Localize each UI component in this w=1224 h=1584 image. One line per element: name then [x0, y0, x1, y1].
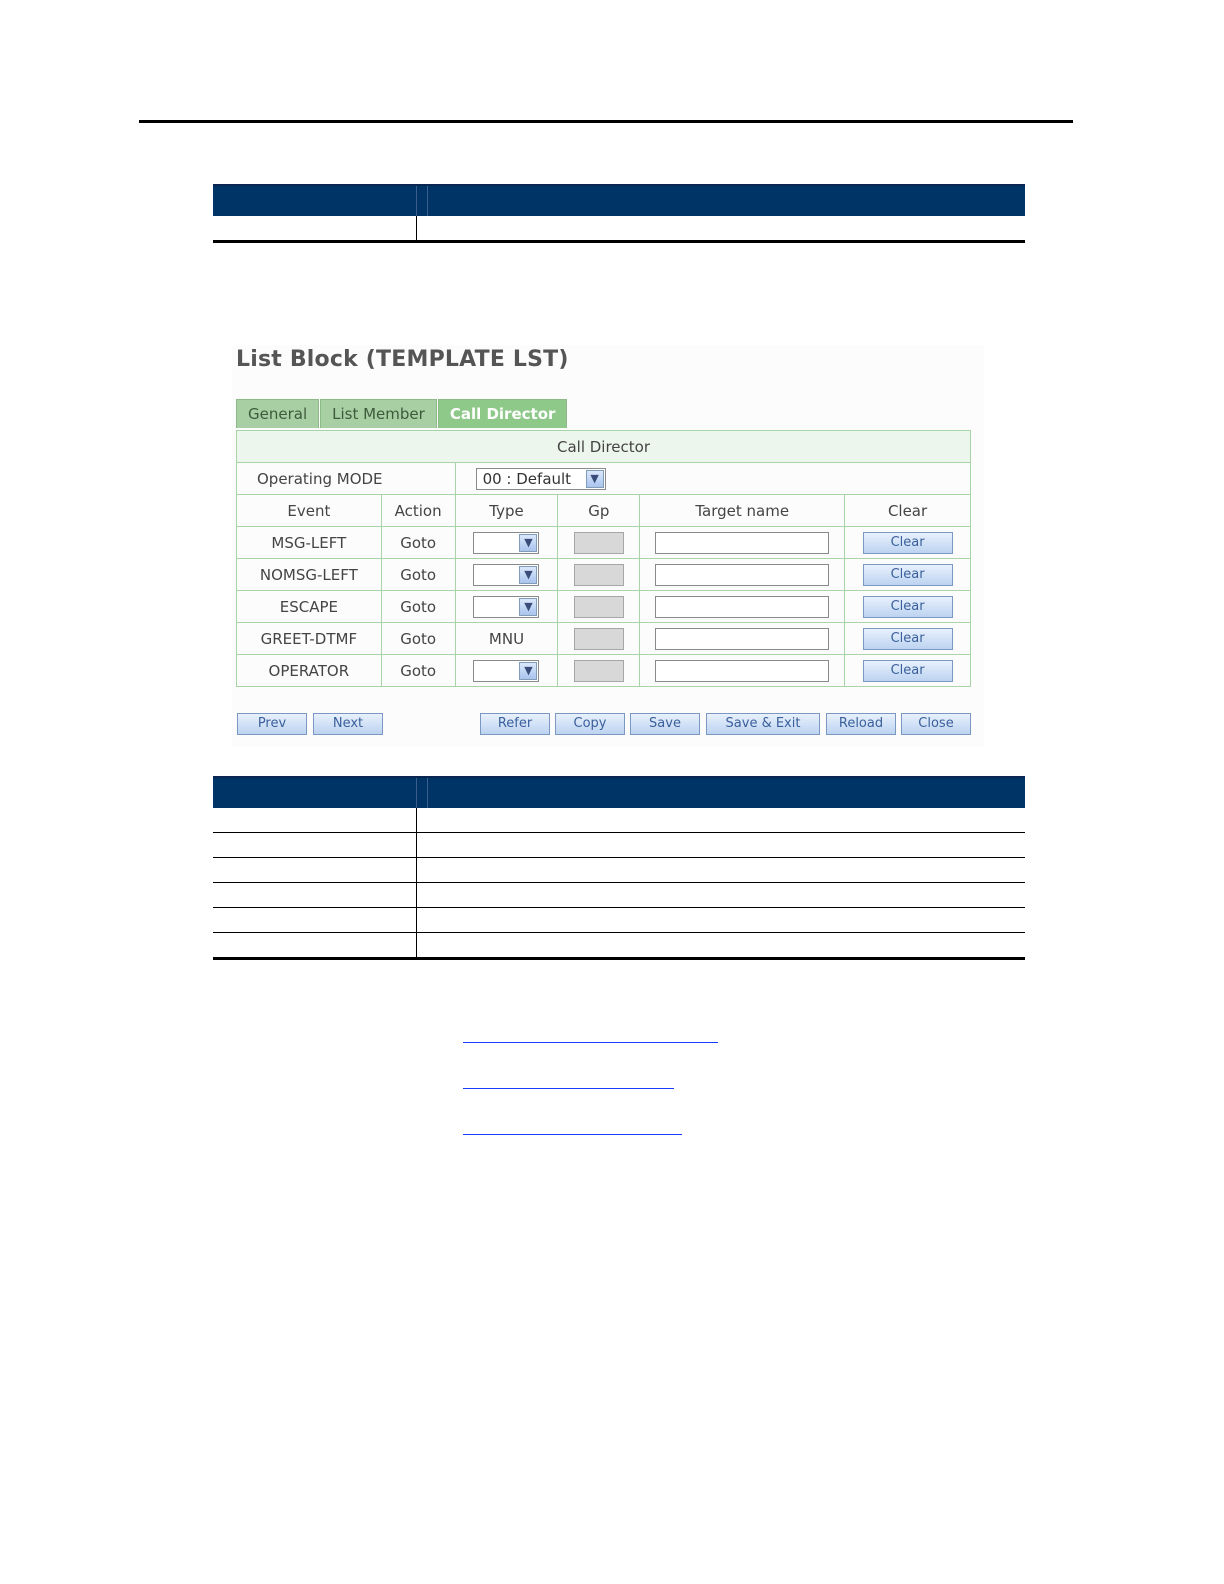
reload-button[interactable]: Reload — [826, 713, 896, 735]
doc-table-bottom — [213, 776, 1025, 960]
type-select[interactable] — [473, 660, 539, 682]
action-cell: Goto — [381, 527, 455, 559]
type-value: MNU — [455, 623, 558, 655]
action-cell: Goto — [381, 623, 455, 655]
chevron-down-icon: ▼ — [519, 662, 537, 680]
action-cell: Goto — [381, 559, 455, 591]
doc-table-row — [213, 933, 1025, 960]
header-clear: Clear — [845, 495, 971, 527]
gp-field — [574, 628, 624, 650]
target-name-input[interactable] — [655, 564, 829, 586]
operating-mode-value: 00 : Default — [482, 469, 572, 488]
clear-button[interactable]: Clear — [863, 564, 953, 586]
target-name-input[interactable] — [655, 532, 829, 554]
tab-bar — [236, 399, 568, 428]
header-action: Action — [381, 495, 455, 527]
gp-field — [574, 660, 624, 682]
call-director-table — [236, 430, 971, 687]
page-header-rule — [139, 120, 1073, 123]
table-row — [237, 655, 971, 687]
chevron-down-icon: ▼ — [519, 598, 537, 616]
event-cell: ESCAPE — [237, 591, 382, 623]
tab-call-director[interactable]: Call Director — [438, 399, 568, 428]
type-select[interactable] — [473, 564, 539, 586]
next-button[interactable]: Next — [313, 713, 383, 735]
doc-table-row — [213, 808, 1025, 833]
doc-table-row — [213, 883, 1025, 908]
doc-table-row — [213, 833, 1025, 858]
save-button[interactable]: Save — [630, 713, 700, 735]
chevron-down-icon: ▼ — [519, 534, 537, 552]
chevron-down-icon: ▼ — [519, 566, 537, 584]
action-cell: Goto — [381, 591, 455, 623]
tab-list-member[interactable]: List Member — [320, 399, 437, 428]
close-button[interactable]: Close — [901, 713, 971, 735]
chevron-down-icon: ▼ — [586, 470, 604, 488]
event-cell: MSG-LEFT — [237, 527, 382, 559]
operating-mode-label: Operating MODE — [237, 463, 456, 495]
clear-button[interactable]: Clear — [863, 628, 953, 650]
table-row — [237, 527, 971, 559]
target-name-input[interactable] — [655, 628, 829, 650]
event-cell: NOMSG-LEFT — [237, 559, 382, 591]
link-underline[interactable] — [463, 1088, 674, 1089]
link-underline[interactable] — [463, 1042, 718, 1043]
operating-mode-select[interactable] — [476, 468, 606, 490]
clear-button[interactable]: Clear — [863, 596, 953, 618]
event-cell: GREET-DTMF — [237, 623, 382, 655]
doc-table-row — [213, 858, 1025, 883]
link-underline[interactable] — [463, 1134, 682, 1135]
header-target-name: Target name — [640, 495, 845, 527]
gp-field — [574, 596, 624, 618]
header-type: Type — [455, 495, 558, 527]
table-row — [237, 559, 971, 591]
action-cell: Goto — [381, 655, 455, 687]
clear-button[interactable]: Clear — [863, 532, 953, 554]
doc-table-row — [213, 908, 1025, 933]
table-row — [237, 623, 971, 655]
prev-button[interactable]: Prev — [237, 713, 307, 735]
gp-field — [574, 532, 624, 554]
doc-table-header — [213, 776, 1025, 808]
header-gp: Gp — [558, 495, 640, 527]
header-event: Event — [237, 495, 382, 527]
save-exit-button[interactable]: Save & Exit — [706, 713, 820, 735]
copy-button[interactable]: Copy — [555, 713, 625, 735]
refer-button[interactable]: Refer — [480, 713, 550, 735]
table-row — [237, 591, 971, 623]
gp-field — [574, 564, 624, 586]
window-title: List Block (TEMPLATE LST) — [236, 347, 569, 372]
type-select[interactable] — [473, 532, 539, 554]
doc-table-header — [213, 184, 1025, 216]
target-name-input[interactable] — [655, 596, 829, 618]
doc-table-top — [213, 184, 1025, 243]
tab-general[interactable]: General — [236, 399, 319, 428]
table-caption: Call Director — [237, 431, 971, 463]
type-select[interactable] — [473, 596, 539, 618]
clear-button[interactable]: Clear — [863, 660, 953, 682]
target-name-input[interactable] — [655, 660, 829, 682]
event-cell: OPERATOR — [237, 655, 382, 687]
doc-table-row — [213, 216, 1025, 243]
list-block-window — [232, 345, 984, 747]
